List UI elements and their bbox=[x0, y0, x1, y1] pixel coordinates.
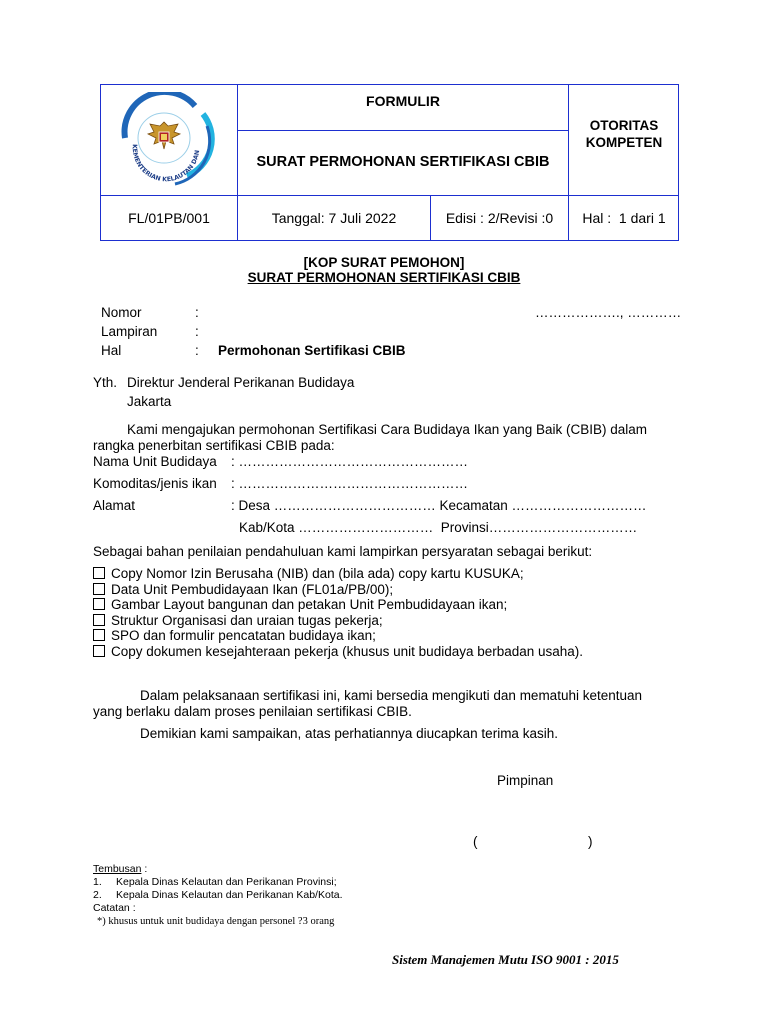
cc-item-1: Kepala Dinas Kelautan dan Perikanan Provinsi; bbox=[116, 876, 337, 888]
lampiran-label: Lampiran bbox=[101, 324, 158, 339]
yth-label: Yth. bbox=[93, 375, 118, 390]
requirements-list bbox=[93, 566, 583, 659]
signature-close-paren: ) bbox=[588, 834, 593, 849]
addressee-city: Jakarta bbox=[127, 394, 172, 409]
authority-label: OTORITAS KOMPETEN bbox=[585, 118, 663, 150]
nomor-colon: : bbox=[195, 305, 199, 320]
list-item: Data Unit Pembudidayaan Ikan (FL01a/PB/00); bbox=[93, 582, 583, 598]
closing-line-1: Dalam pelaksanaan sertifikasi ini, kami bersedia mengikuti dan mematuhi ketentuan bbox=[140, 688, 643, 703]
cc-number-2: 2. bbox=[93, 889, 102, 901]
checkbox[interactable] bbox=[93, 645, 105, 657]
addressee-name: Direktur Jenderal Perikanan Budidaya bbox=[127, 375, 355, 390]
checkbox[interactable] bbox=[93, 567, 105, 579]
hal-colon: : bbox=[195, 343, 199, 358]
alamat-label: Alamat bbox=[93, 498, 136, 513]
kop-surat: [KOP SURAT PEMOHON] bbox=[303, 255, 465, 270]
document-code: FL/01PB/001 bbox=[128, 210, 210, 226]
checkbox[interactable] bbox=[93, 614, 105, 626]
page-number: Hal : 1 dari 1 bbox=[582, 210, 666, 226]
thanks-line: Demikian kami sampaikan, atas perhatiannya diucapkan terima kasih. bbox=[140, 726, 558, 741]
list-item: SPO dan formulir pencatatan budidaya ikan; bbox=[93, 628, 583, 644]
document-date: Tanggal: 7 Juli 2022 bbox=[271, 210, 397, 226]
list-item: Copy Nomor Izin Berusaha (NIB) dan (bila ada) copy kartu KUSUKA; bbox=[93, 566, 583, 582]
unit-value: : …………………………………………… bbox=[231, 454, 469, 469]
alamat-kab-provinsi: Kab/Kota ………………………… Provinsi…………………………… bbox=[239, 520, 638, 535]
alamat-desa-kecamatan: : Desa ……………………………… Kecamatan ………………………… bbox=[231, 498, 647, 513]
formulir-label: FORMULIR bbox=[366, 93, 440, 109]
footer-iso: Sistem Manajemen Mutu ISO 9001 : 2015 bbox=[392, 952, 619, 967]
intro-line-1: Kami mengajukan permohonan Sertifikasi Cara Budidaya Ikan yang Baik (CBIB) dalam bbox=[127, 422, 648, 437]
komoditas-label: Komoditas/jenis ikan bbox=[93, 476, 217, 491]
requirements-intro: Sebagai bahan penilaian pendahuluan kami lampirkan persyaratan sebagai berikut: bbox=[93, 544, 593, 559]
unit-label: Nama Unit Budidaya bbox=[93, 454, 217, 469]
place-date: ………………., ………… bbox=[535, 305, 682, 320]
svg-text:KEMENTERIAN KELAUTAN DAN PERIK: KEMENTERIAN KELAUTAN DAN bbox=[130, 143, 202, 184]
tembusan-label: Tembusan : bbox=[93, 863, 148, 875]
signature-title: Pimpinan bbox=[497, 773, 554, 788]
checkbox[interactable] bbox=[93, 629, 105, 641]
edition-revision: Edisi : 2/Revisi :0 bbox=[445, 210, 554, 226]
letter-title: SURAT PERMOHONAN SERTIFIKASI CBIB bbox=[247, 270, 521, 285]
lampiran-colon: : bbox=[195, 324, 199, 339]
list-item: Struktur Organisasi dan uraian tugas pekerja; bbox=[93, 613, 583, 629]
cc-number-1: 1. bbox=[93, 876, 102, 888]
komoditas-value: : …………………………………………… bbox=[231, 476, 469, 491]
cc-item-2: Kepala Dinas Kelautan dan Perikanan Kab/Kota. bbox=[116, 889, 343, 901]
closing-line-2: yang berlaku dalam proses penilaian sertifikasi CBIB. bbox=[93, 704, 412, 719]
signature-open-paren: ( bbox=[473, 834, 478, 849]
checkbox[interactable] bbox=[93, 598, 105, 610]
list-item: Gambar Layout bangunan dan petakan Unit Pembudidayaan ikan; bbox=[93, 597, 583, 613]
form-title: SURAT PERMOHONAN SERTIFIKASI CBIB bbox=[256, 154, 550, 170]
list-item: Copy dokumen kesejahteraan pekerja (khusus unit budidaya berbadan usaha). bbox=[93, 644, 583, 660]
hal-value: Permohonan Sertifikasi CBIB bbox=[218, 343, 406, 358]
catatan-text: *) khusus untuk unit budidaya dengan personel ?3 orang bbox=[97, 916, 335, 927]
intro-line-2: rangka penerbitan sertifikasi CBIB pada: bbox=[93, 438, 335, 453]
hal-label: Hal bbox=[101, 343, 122, 358]
ministry-logo bbox=[115, 92, 215, 188]
nomor-label: Nomor bbox=[101, 305, 142, 320]
checkbox[interactable] bbox=[93, 583, 105, 595]
catatan-label: Catatan : bbox=[93, 902, 136, 914]
